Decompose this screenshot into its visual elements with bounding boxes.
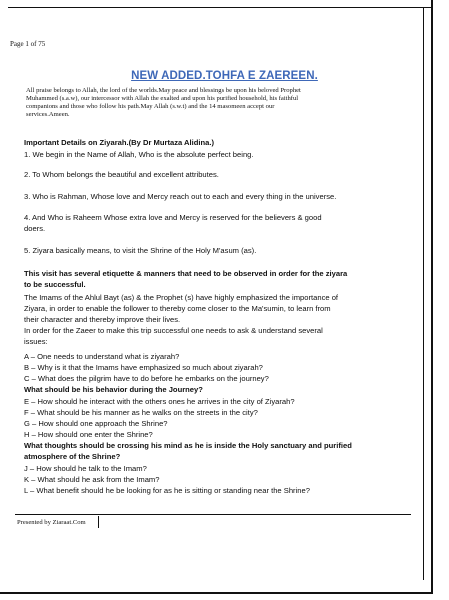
- page-border-top: [8, 7, 431, 8]
- document-title: NEW ADDED.TOHFA E ZAEREEN.: [131, 70, 318, 82]
- issue-g: G – How should one approach the Shrine?: [24, 419, 168, 428]
- etiquette-heading-line: This visit has several etiquette & manners that need to be observed in order for the ziyara: [24, 269, 348, 278]
- issue-k: K – What should he ask from the Imam?: [24, 475, 160, 484]
- issue-h: H – How should one enter the Shrine?: [24, 430, 153, 439]
- paragraph-line: their character and thereby improve their lives.: [24, 315, 181, 324]
- issue-c: C – What does the pilgrim have to do before he embarks on the journey?: [24, 374, 269, 383]
- thoughts-heading-line: atmosphere of the Shrine?: [24, 452, 121, 461]
- paragraph-line: Ziyara, in order to enable the follower to thereby come closer to the Ma'sumin, to learn from: [24, 304, 331, 313]
- point-4-cont: doers.: [24, 224, 46, 233]
- intro-line: Muhammed (s.a.w), our intercessor with Allah the exalted and upon his purified household, his faithful: [26, 95, 299, 103]
- paragraph-line: The Imams of the Ahlul Bayt (as) & the Prophet (s) have highly emphasized the importance of: [24, 293, 339, 302]
- paragraph-line: In order for the Zaeer to make this trip successful one needs to ask & understand several: [24, 326, 323, 335]
- intro-line: companions and those who follow his path.May Allah (s.w.t) and the 14 masomeen accept our: [26, 103, 275, 111]
- point-3: 3. Who is Rahman, Whose love and Mercy reach out to each and every thing in the universe.: [24, 192, 337, 201]
- etiquette-heading-line: to be successful.: [24, 280, 86, 289]
- intro-line: All praise belongs to Allah, the lord of the worlds.May peace and blessings be upon his beloved Prophet: [26, 87, 301, 94]
- point-1: 1. We begin in the Name of Allah, Who is the absolute perfect being.: [24, 150, 254, 159]
- point-5: 5. Ziyara basically means, to visit the Shrine of the Holy M'asum (as).: [24, 246, 257, 255]
- section-heading: Important Details on Ziyarah.(By Dr Murtaza Alidina.): [24, 138, 215, 147]
- issue-f: F – What should be his manner as he walks on the streets in the city?: [24, 408, 258, 417]
- paragraph-line: issues:: [24, 337, 48, 346]
- behavior-heading: What should be his behavior during the Journey?: [24, 385, 203, 394]
- intro-line: services.Ameen.: [26, 111, 70, 119]
- issue-e: E – How should he interact with the others ones he arrives in the city of Ziyarah?: [24, 397, 295, 406]
- issue-b: B – Why is it that the Imams have emphasized so much about ziyarah?: [24, 363, 263, 372]
- point-4: 4. And Who is Raheem Whose extra love and Mercy is reserved for the believers & good: [24, 213, 322, 222]
- thoughts-heading-line: What thoughts should be crossing his mind as he is inside the Holy sanctuary and purified: [24, 441, 352, 450]
- footer-text: Presented by Ziaraat.Com: [17, 519, 86, 526]
- page-border-bottom: [0, 592, 433, 594]
- issue-a: A – One needs to understand what is ziyarah?: [24, 352, 180, 361]
- issue-l: L – What benefit should he be looking for as he is sitting or standing near the Shrine?: [24, 486, 310, 495]
- intro-paragraph: [26, 87, 416, 119]
- page-number: Page 1 of 75: [10, 40, 46, 48]
- page-border-right: [431, 0, 433, 592]
- point-2: 2. To Whom belongs the beautiful and excellent attributes.: [24, 170, 219, 179]
- footer-divider: [15, 514, 411, 515]
- footer-cursor-mark: [98, 516, 99, 528]
- issue-j: J – How should he talk to the Imam?: [24, 464, 147, 473]
